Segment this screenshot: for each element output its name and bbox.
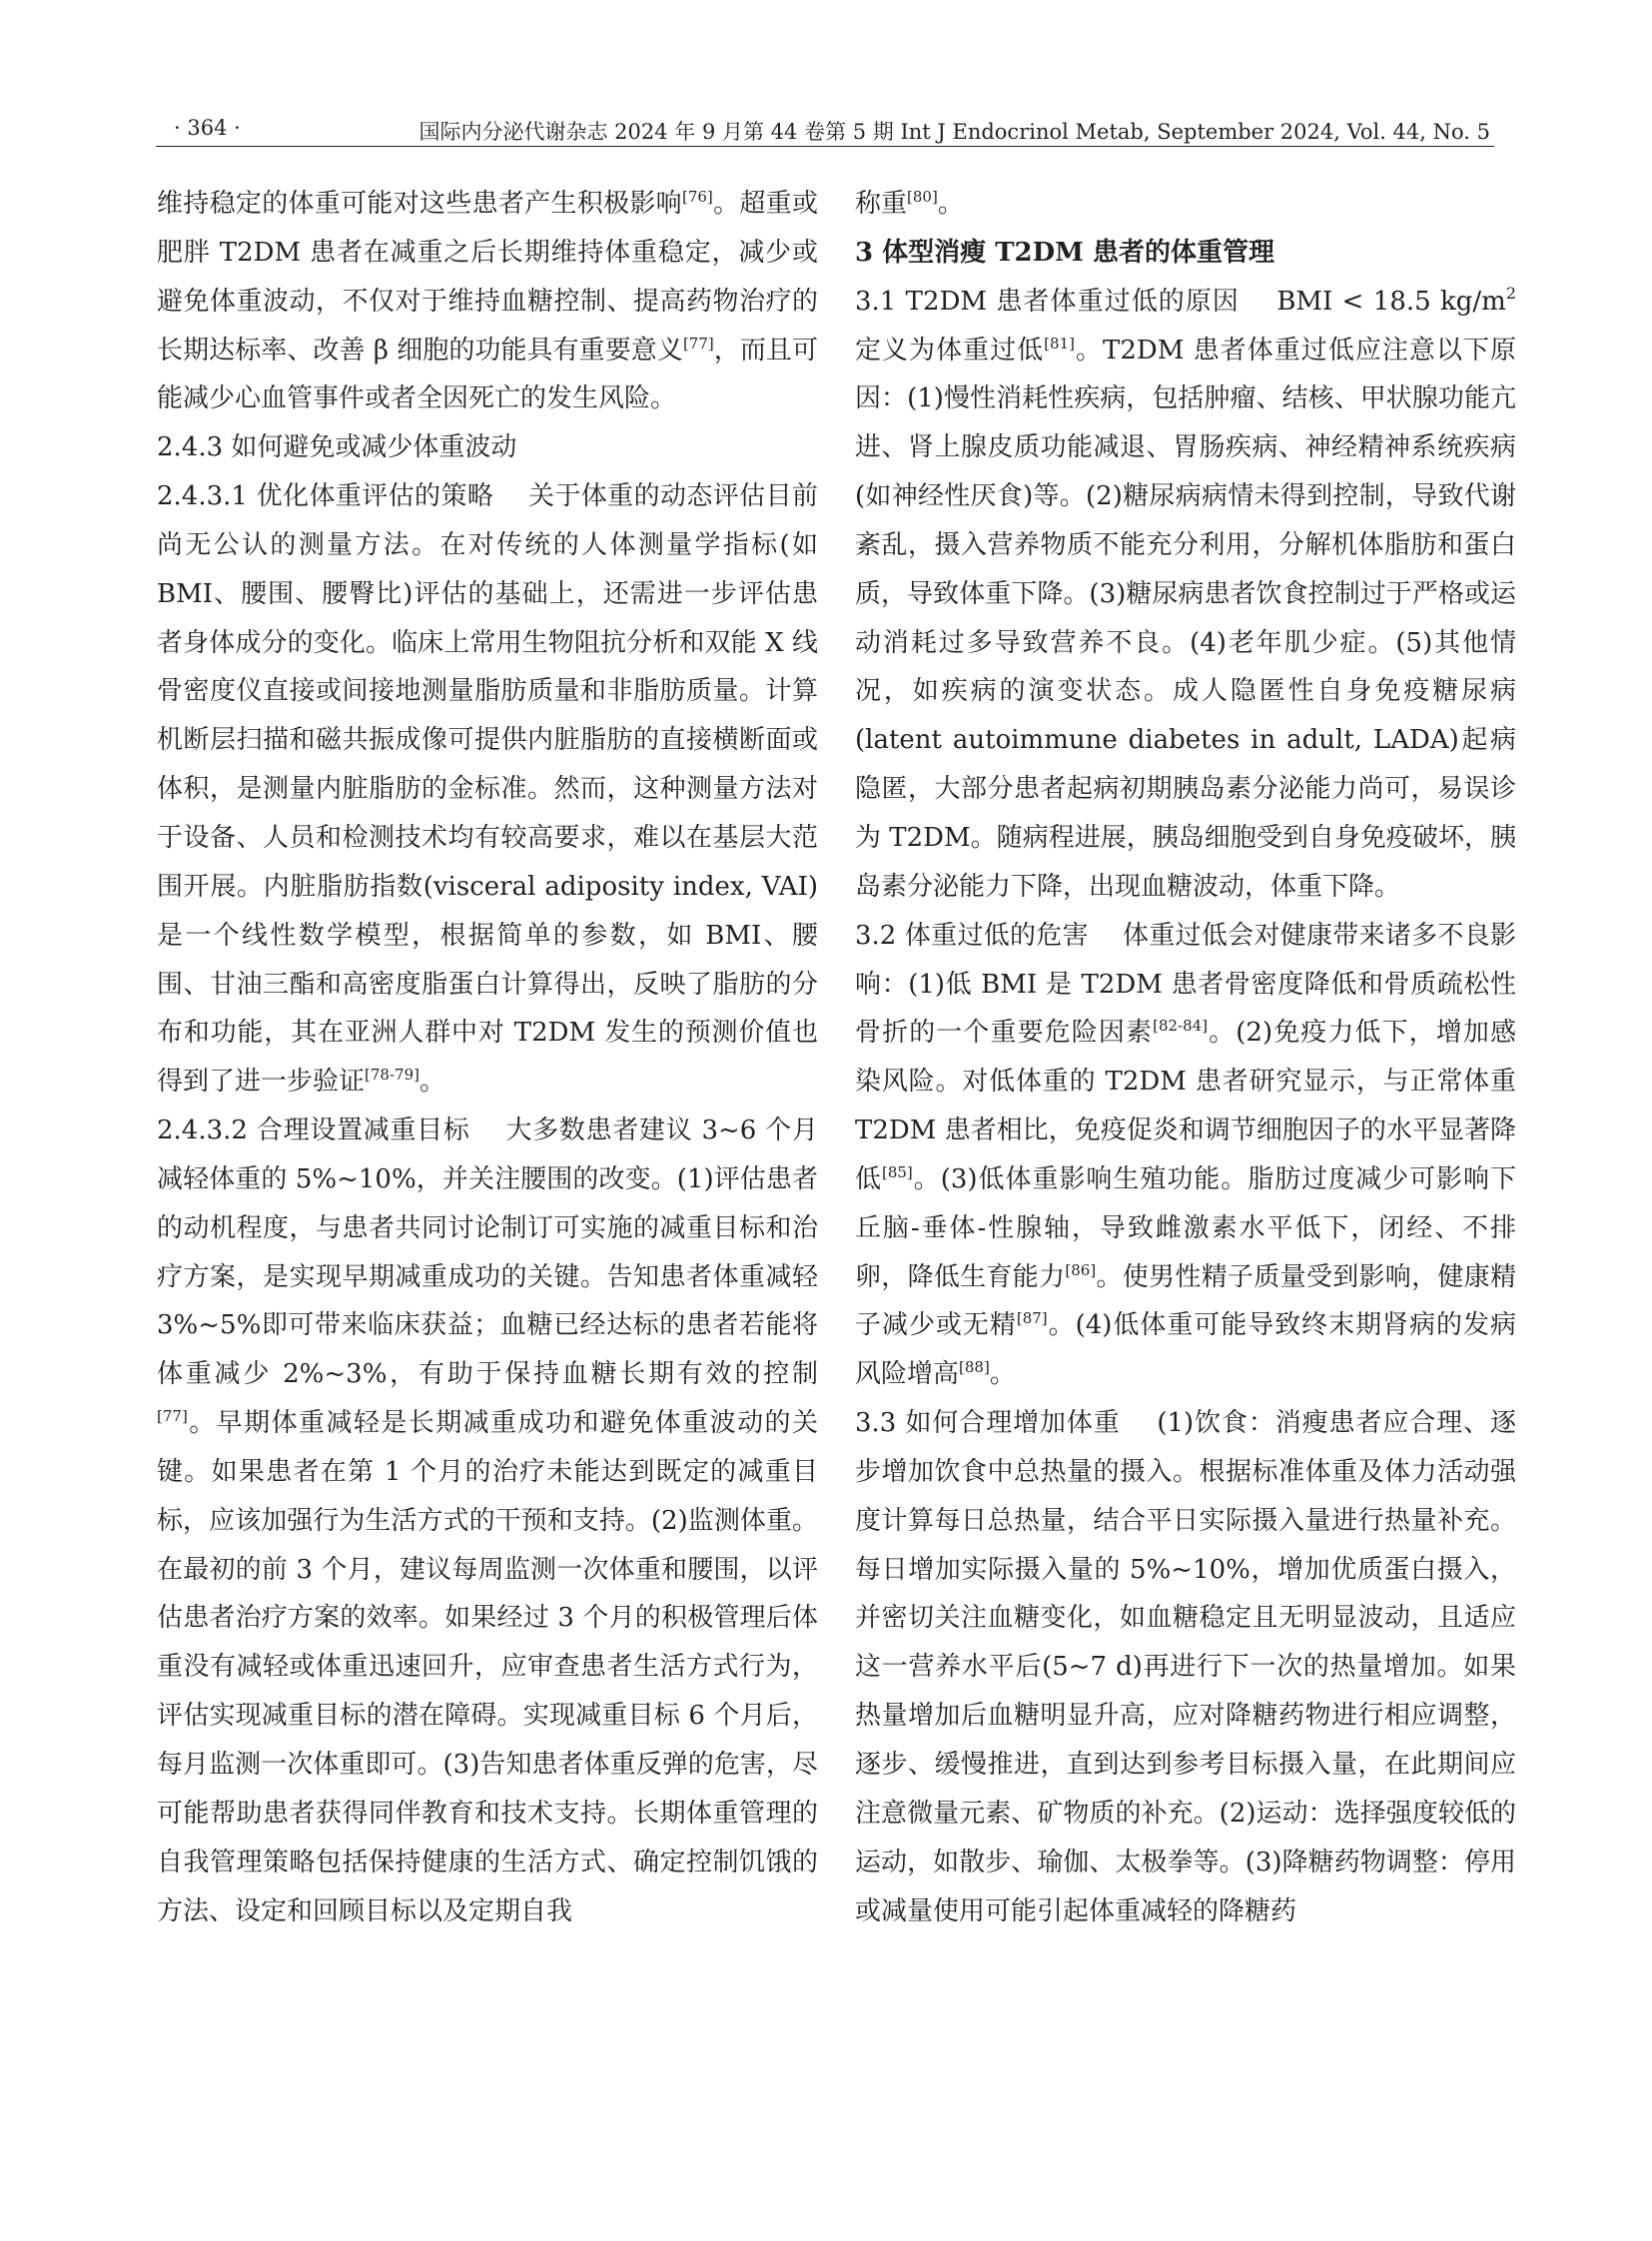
section-heading-3-2: 3.2 体重过低的危害 [855, 920, 1089, 951]
paragraph [855, 180, 1516, 229]
citation: [78-79] [365, 1066, 419, 1085]
text: 。超重或肥胖 T2DM 患者在减重之后长期维持体重稳定，减少或避免体重波动，不仅对于维持血糖控制、提高药物治疗的长期达标率、改善 β 细胞的功能具有重要意义 [157, 189, 818, 366]
text: 称重 [855, 189, 908, 219]
section-heading-3: 3 体型消瘦 T2DM 患者的体重管理 [855, 237, 1275, 268]
text: 关于体重的动态评估目前尚无公认的测量方法。在对传统的人体测量学指标(如 BMI、腰围、腰臀比)评估的基础上，还需进一步评估患者身体成分的变化。临床上常用生物阻抗分析和双能 X 线骨密度仪直接或间接地测量脂肪质量和非脂肪质量。计算机断层扫描和磁共振成像可提供内脏脂肪的直接横断面或体积，是测量内脏脂肪的金标准。然而，这种测量方法对于设备、人员和检测技术均有较高要求，难以在基层大范围开展。内脏脂肪指数(visceral adiposity index, VAI)是一个线性数学模型，根据简单的参数，如 BMI、腰围、甘油三酯和高密度脂蛋白计算得出，反映了脂肪的分布和功能，其在亚洲人群中对 T2DM 发生的预测价值也得到了进一步验证 [157, 481, 818, 1098]
text: 。 [418, 1067, 445, 1098]
citation: [88] [959, 1358, 990, 1377]
text: BMI < 18.5 kg/m [1276, 286, 1506, 317]
paragraph [157, 1107, 818, 1935]
text: 。(4)低体重可能导致终末期肾病的发病风险增高 [855, 1310, 1516, 1390]
paragraph [855, 912, 1516, 1399]
text: ，而且可能减少心血管事件或者全因死亡的发生风险。 [157, 335, 818, 414]
paragraph [157, 180, 818, 423]
text: 维持稳定的体重可能对这些患者产生积极影响 [157, 189, 682, 219]
text: 定义为体重过低 [855, 335, 1045, 366]
citation: [87] [1016, 1309, 1048, 1328]
section-heading-3-3: 3.3 如何合理增加体重 [855, 1408, 1121, 1439]
text: 。(2)免疫力低下，增加感染风险。对低体重的 T2DM 患者研究显示，与正常体重 T2DM 患者相比，免疫促炎和调节细胞因子的水平显著降低 [855, 1018, 1516, 1194]
section-heading-2-4-3: 2.4.3 如何避免或减少体重波动 [157, 432, 517, 463]
text: 。 [989, 1359, 1016, 1390]
section-heading-3-1: 3.1 T2DM 患者体重过低的原因 [855, 286, 1239, 317]
citation: [80] [907, 188, 938, 206]
page-number: · 364 · [174, 116, 241, 140]
left-column [157, 180, 818, 1935]
text: 。 [937, 189, 964, 219]
superscript: 2 [1505, 283, 1517, 303]
citation: [76] [681, 188, 713, 206]
journal-running-title: 国际内分泌代谢杂志 2024 年 9 月第 44 卷第 5 期 Int J Endocrinol Metab, September 2024, Vol. 44, No. 5 [418, 120, 1490, 144]
text: 大多数患者建议 3~6 个月减轻体重的 5%~10%，并关注腰围的改变。(1)评估患者的动机程度，与患者共同讨论制订可实施的减重目标和治疗方案，是实现早期减重成功的关键。告知患者体重减轻 3%~5%即可带来临床获益；血糖已经达标的患者若能将体重减少 2%~3%，有助于保持血糖长期有效的控制 [157, 1116, 818, 1390]
text: (1)饮食：消瘦患者应合理、逐步增加饮食中总热量的摄入。根据标准体重及体力活动强度计算每日总热量，结合平日实际摄入量进行热量补充。每日增加实际摄入量的 5%~10%，增加优质蛋白摄入，并密切关注血糖变化，如血糖稳定且无明显波动，且适应这一营养水平后(5~7 d)再进行下一次的热量增加。如果热量增加后血糖明显升高，应对降糖药物进行相应调整，逐步、缓慢推进，直到达到参考目标摄入量，在此期间应注意微量元素、矿物质的补充。(2)运动：选择强度较低的运动，如散步、瑜伽、太极拳等。(3)降糖药物调整：停用或减量使用可能引起体重减轻的降糖药 [855, 1408, 1516, 1926]
citation: [77] [682, 334, 714, 353]
citation: [86] [1065, 1260, 1097, 1279]
text: 。早期体重减轻是长期减重成功和避免体重波动的关键。如果患者在第 1 个月的治疗未能达到既定的减重目标，应该加强行为生活方式的干预和支持。(2)监测体重。在最初的前 3 个月，建议每周监测一次体重和腰围，以评估患者治疗方案的效率。如果经过 3 个月的积极管理后体重没有减轻或体重迅速回升，应审查患者生活方式行为，评估实现减重目标的潜在障碍。实现减重目标 6 个月后，每月监测一次体重即可。(3)告知患者体重反弹的危害，尽可能帮助患者获得同伴教育和技术支持。长期体重管理的自我管理策略包括保持健康的生活方式、确定控制饥饿的方法、设定和回顾目标以及定期自我 [157, 1408, 818, 1926]
right-column [855, 180, 1516, 1935]
paragraph [855, 1399, 1516, 1935]
text: 。(3)低体重影响生殖功能。脂肪过度减少可影响下丘脑-垂体-性腺轴，导致雌激素水平低下，闭经、不排卵，降低生育能力 [855, 1163, 1516, 1292]
paragraph [855, 278, 1516, 912]
running-header [156, 112, 1494, 147]
text: 体重过低会对健康带来诸多不良影响：(1)低 BMI 是 T2DM 患者骨密度降低和骨质疏松性骨折的一个重要危险因素 [855, 920, 1516, 1049]
citation: [81] [1044, 334, 1075, 353]
citation: [82-84] [1153, 1017, 1209, 1036]
section-heading-2-4-3-1: 2.4.3.1 优化体重评估的策略 [157, 481, 494, 512]
paragraph [157, 472, 818, 1107]
text: 。T2DM 患者体重过低应注意以下原因：(1)慢性消耗性疾病，包括肿瘤、结核、甲状腺功能亢进、肾上腺皮质功能减退、胃肠疾病、神经精神系统疾病(如神经性厌食)等。(2)糖尿病病情未得到控制，导致代谢紊乱，摄入营养物质不能充分利用，分解机体脂肪和蛋白质，导致体重下降。(3)糖尿病患者饮食控制过于严格或运动消耗过多导致营养不良。(4)老年肌少症。(5)其他情况，如疾病的演变状态。成人隐匿性自身免疫糖尿病(latent autoimmune diabetes in adult, LADA)起病隐匿，大部分患者起病初期胰岛素分泌能力尚可，易误诊为 T2DM。随病程进展，胰岛细胞受到自身免疫破坏，胰岛素分泌能力下降，出现血糖波动，体重下降。 [855, 335, 1516, 902]
text: 。使男性精子质量受到影响，健康精子减少或无精 [855, 1261, 1516, 1341]
citation: [85] [881, 1162, 913, 1181]
section-heading-2-4-3-2: 2.4.3.2 合理设置减重目标 [157, 1116, 470, 1146]
citation: [77] [157, 1407, 188, 1426]
